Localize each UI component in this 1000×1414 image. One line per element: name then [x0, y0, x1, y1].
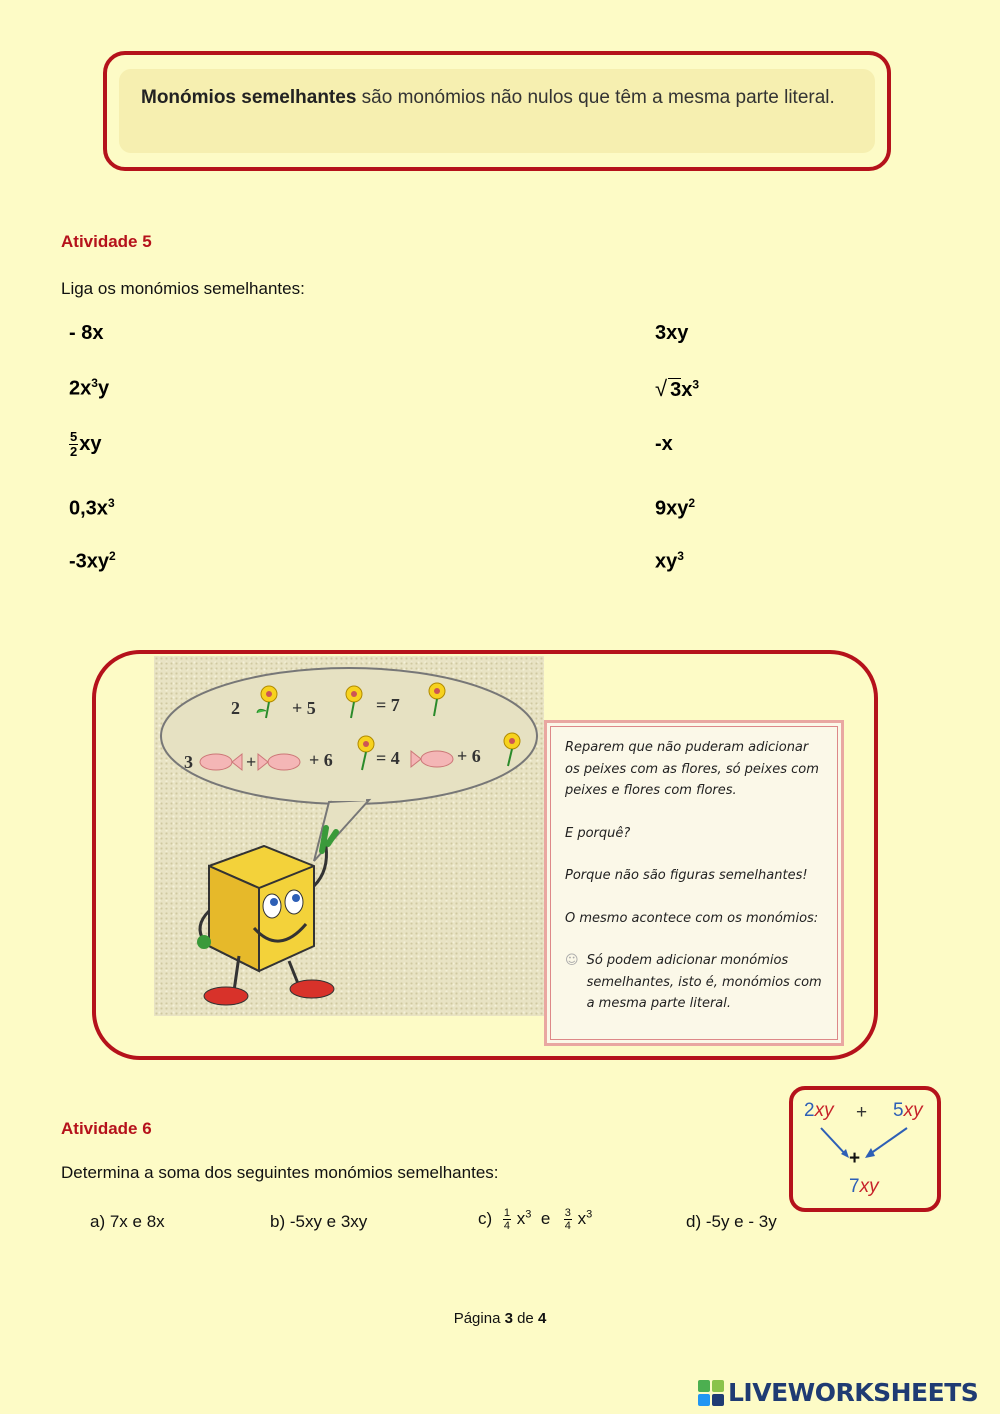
note-bullet [565, 950, 823, 1015]
note-paragraph-1: Reparem que não puderam adicionar os peixes com as flores, só peixes com peixes e flores com flores. [565, 740, 819, 798]
speech-bubble-illustration [154, 656, 544, 1016]
monomial-right-4[interactable]: $9xy^2$ [655, 496, 696, 520]
monomial-left-2[interactable]: $2x^3y$ [69, 376, 110, 400]
illustration-box [92, 650, 878, 1060]
eq-row1-coef1: 2 [231, 698, 240, 718]
example-plus: + [856, 1102, 868, 1123]
sum-example-box [789, 1086, 941, 1212]
sum-item-b: b) -5xy e 3xy [270, 1212, 368, 1231]
page-number: Página 3 de 4 [453, 1310, 547, 1327]
activity5-instruction: Liga os monómios semelhantes: [61, 279, 305, 298]
eq-row2-extra: + 6 [457, 746, 481, 766]
activity5-title: Atividade 5 [61, 232, 152, 251]
definition-body: são monómios não nulos que têm a mesma parte literal. [356, 87, 835, 108]
sum-item-d: d) -5y e - 3y [686, 1212, 777, 1231]
definition-box [103, 51, 891, 171]
sum-item-a: a) 7x e 8x [90, 1212, 165, 1231]
monomial-left-1[interactable]: - 8x [69, 322, 104, 344]
activity6-instruction: Determina a soma dos seguintes monómios semelhantes: [61, 1163, 499, 1182]
monomial-left-4[interactable]: $0,3x^3$ [69, 496, 115, 520]
cartoon-illustration [154, 656, 544, 1016]
note-paragraph-4: O mesmo acontece com os monómios: [565, 910, 819, 926]
definition-term: Monómios semelhantes [141, 87, 357, 108]
eq-row1-coef2: + 5 [292, 698, 316, 718]
monomial-right-5[interactable]: $xy^3$ [655, 549, 684, 573]
eq-row2-coef1: 3 [184, 752, 193, 772]
definition-text [119, 69, 875, 153]
sum-item-c: c) $\frac{1}{4}$ $x^3$ e $\frac{3}{4}$ $x^3$ [478, 1207, 593, 1232]
note-paragraph-5: Só podem adicionar monómios semelhantes, isto é, monómios com a mesma parte literal. [586, 953, 822, 1011]
note-paragraph-3: Porque não são figuras semelhantes! [565, 868, 808, 883]
eq-row2-result: = 4 [376, 748, 400, 768]
liveworksheets-logo-icon [698, 1380, 724, 1406]
monomial-left-3[interactable]: $\frac{5}{2}$ xy [70, 429, 102, 459]
example-mid-plus: + [849, 1148, 861, 1169]
eq-row1-result: = 7 [376, 695, 400, 715]
note-paragraph-2: E porquê? [565, 825, 631, 841]
example-result: 7xy [849, 1176, 879, 1197]
example-term-1: 2xy [804, 1100, 834, 1121]
note-box [544, 720, 844, 1046]
activity6-title: Atividade 6 [61, 1119, 152, 1138]
monomial-right-2[interactable]: √ $3x^3$ [655, 376, 700, 401]
liveworksheets-brand[interactable] [698, 1378, 978, 1407]
monomial-right-3[interactable]: -x [655, 433, 673, 455]
brand-text: LIVEWORKSHEETS [728, 1378, 979, 1407]
eq-row2-plus: + [246, 752, 257, 772]
smiley-icon: ☺ [565, 953, 579, 968]
monomial-left-5[interactable]: $-3xy^2$ [69, 549, 116, 573]
example-term-2: 5xy [893, 1100, 923, 1121]
eq-row2-coef2: + 6 [309, 750, 333, 770]
monomial-right-1[interactable]: 3xy [655, 322, 689, 344]
